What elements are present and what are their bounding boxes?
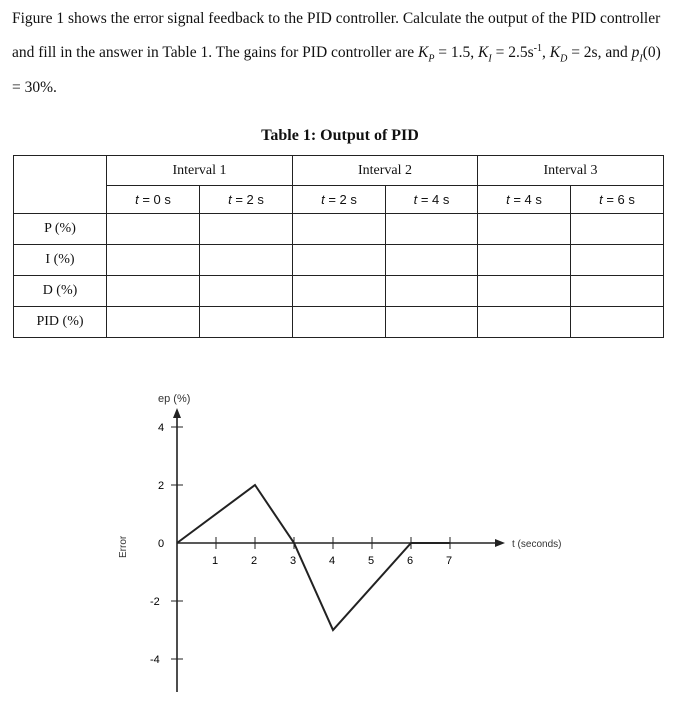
- time-header: [200, 186, 293, 214]
- interval-1-header: Interval 1: [107, 156, 293, 186]
- answer-cell[interactable]: [293, 276, 386, 307]
- kd-subscript: D: [560, 52, 568, 64]
- y-tick-label: -4: [150, 654, 160, 666]
- answer-cell[interactable]: [107, 214, 200, 245]
- side-label: Error: [118, 535, 129, 558]
- answer-cell[interactable]: [200, 276, 293, 307]
- time-val: = 2 s: [324, 192, 357, 207]
- time-val: = 0 s: [138, 192, 171, 207]
- time-val: = 6 s: [602, 192, 635, 207]
- problem-text: Figure 1 shows the error signal feedback to the PID controller. Calculate the output of the PID controller and fill in the answer in Table 1. The gains for PID controller are: [12, 10, 661, 61]
- ki-value: = 2.5s: [491, 43, 534, 61]
- interval-2-header: Interval 2: [293, 156, 478, 186]
- row-label-pid: PID (%): [14, 307, 107, 338]
- y-tick-label: -2: [150, 596, 160, 608]
- time-val: = 2 s: [231, 192, 264, 207]
- answer-cell[interactable]: [571, 214, 664, 245]
- x-tick-label: 3: [290, 555, 297, 567]
- time-var: t: [413, 192, 418, 207]
- answer-cell[interactable]: [478, 214, 571, 245]
- ki-symbol: K: [478, 43, 489, 61]
- answer-cell[interactable]: [293, 307, 386, 338]
- x-ticks: [212, 537, 452, 567]
- x-tick-label: 4: [329, 555, 336, 567]
- answer-cell[interactable]: [571, 307, 664, 338]
- answer-cell[interactable]: [386, 245, 478, 276]
- time-var: t: [321, 192, 325, 207]
- answer-cell[interactable]: [571, 245, 664, 276]
- time-header: [107, 186, 200, 214]
- time-var: t: [599, 192, 603, 207]
- answer-cell[interactable]: [293, 214, 386, 245]
- answer-cell[interactable]: [200, 245, 293, 276]
- time-var: t: [506, 192, 510, 207]
- answer-cell[interactable]: [200, 214, 293, 245]
- time-header: [293, 186, 386, 214]
- x-axis-arrow: [495, 539, 505, 547]
- corner-cell: [14, 156, 107, 214]
- answer-cell[interactable]: [107, 245, 200, 276]
- x-tick-label: 1: [212, 555, 219, 567]
- answer-cell[interactable]: [478, 245, 571, 276]
- problem-statement: [12, 4, 668, 103]
- row-label-p: P (%): [14, 214, 107, 245]
- answer-cell[interactable]: [478, 276, 571, 307]
- ki-subscript: I: [488, 52, 492, 64]
- answer-cell[interactable]: [107, 307, 200, 338]
- answer-cell[interactable]: [478, 307, 571, 338]
- time-val: = 4 s: [417, 192, 450, 207]
- kp-symbol: K: [417, 43, 429, 61]
- pi-value: (0) = 30%.: [12, 43, 661, 97]
- time-var: t: [135, 192, 139, 207]
- time-val: = 4 s: [509, 192, 542, 207]
- answer-cell[interactable]: [571, 276, 664, 307]
- y-tick-label: 4: [158, 422, 165, 434]
- separator: ,: [541, 43, 550, 61]
- ki-exponent: -1: [533, 42, 542, 54]
- answer-cell[interactable]: [386, 307, 478, 338]
- kd-symbol: K: [549, 43, 561, 61]
- y-axis-arrow: [173, 408, 181, 418]
- row-label-d: D (%): [14, 276, 107, 307]
- time-header: [386, 186, 478, 214]
- y-axis-label: ep (%): [158, 393, 191, 405]
- time-header: [571, 186, 664, 214]
- answer-cell[interactable]: [386, 276, 478, 307]
- x-axis-label: t (seconds): [512, 539, 562, 550]
- answer-cell[interactable]: [200, 307, 293, 338]
- row-label-i: I (%): [14, 245, 107, 276]
- kp-subscript: P: [428, 52, 435, 64]
- time-var: t: [228, 192, 232, 207]
- y-tick-label: 0: [158, 538, 165, 550]
- error-signal-figure: [0, 380, 680, 709]
- answer-cell[interactable]: [293, 245, 386, 276]
- interval-3-header: Interval 3: [478, 156, 664, 186]
- pi-symbol: p: [631, 43, 640, 61]
- pid-output-table: [13, 155, 664, 338]
- x-tick-label: 6: [407, 555, 414, 567]
- x-tick-label: 2: [251, 555, 258, 567]
- y-tick-label: 2: [158, 480, 165, 492]
- answer-cell[interactable]: [386, 214, 478, 245]
- table-caption: Table 1: Output of PID: [261, 127, 419, 144]
- answer-cell[interactable]: [107, 276, 200, 307]
- pi-subscript: I: [639, 52, 643, 64]
- y-ticks: [150, 422, 183, 666]
- kp-value: = 1.5,: [434, 43, 479, 61]
- x-tick-label: 5: [368, 555, 375, 567]
- kd-value: = 2s, and: [567, 43, 632, 61]
- x-tick-label: 7: [446, 555, 453, 567]
- time-header: [478, 186, 571, 214]
